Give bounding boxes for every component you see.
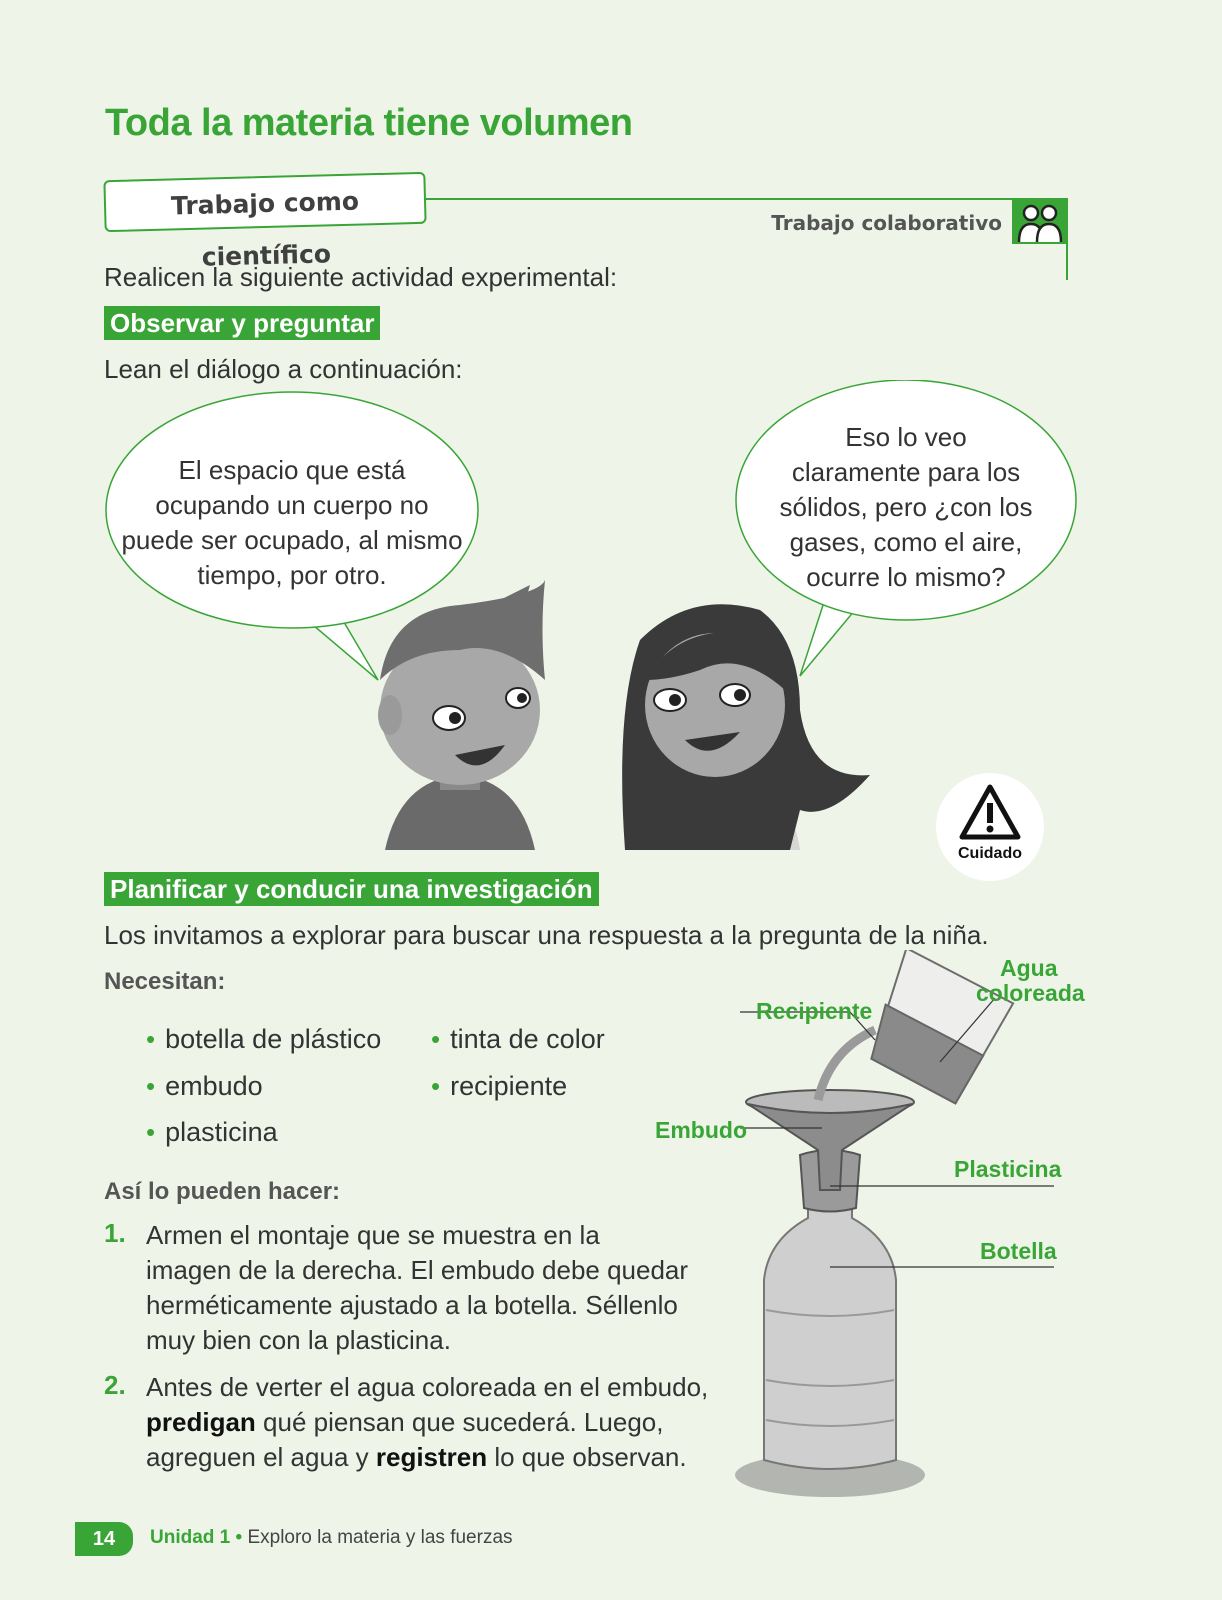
page-number: 14	[75, 1522, 133, 1556]
step-line-rest: qué piensan que sucederá. Luego,	[255, 1407, 664, 1437]
boy-dialog-line: puede ser ocupado, al mismo	[121, 525, 463, 555]
label-recipiente: Recipiente	[756, 998, 873, 1024]
girl-dialog-line: Eso lo veo	[845, 422, 967, 452]
step-line: herméticamente ajustado a la botella. Séllenlo	[146, 1290, 678, 1320]
material-item: • plasticina	[146, 1117, 278, 1148]
caution-label: Cuidado	[958, 845, 1022, 862]
step-line: Antes de verter el agua coloreada en el embudo,	[146, 1372, 709, 1402]
footer-separator: •	[230, 1527, 248, 1548]
girl-dialog-text	[752, 420, 1060, 595]
label-agua-line2: coloreada	[976, 980, 1085, 1006]
section-badge: Trabajo como científico	[103, 172, 426, 232]
girl-dialog-line: ocurre lo mismo?	[806, 562, 1006, 592]
boy-dialog-line: tiempo, por otro.	[197, 560, 387, 590]
material-item: • tinta de color	[431, 1024, 605, 1055]
girl-character	[622, 604, 870, 850]
step-1-text	[146, 1218, 706, 1358]
experiment-diagram	[640, 950, 1080, 1510]
observe-header: Observar y preguntar	[104, 306, 380, 340]
boy-dialog-text	[112, 453, 472, 593]
step-line-rest: lo que observan.	[487, 1442, 687, 1472]
intro-text: Realicen la siguiente actividad experimental:	[104, 262, 618, 292]
label-plasticina: Plasticina	[954, 1156, 1062, 1182]
girl-dialog-line: gases, como el aire,	[789, 527, 1023, 557]
label-botella: Botella	[980, 1238, 1057, 1264]
step-line-pre: agreguen el agua y	[146, 1442, 376, 1472]
section-divider	[426, 198, 1066, 200]
step-line: imagen de la derecha. El embudo debe quedar	[146, 1255, 689, 1285]
plan-header: Planificar y conducir una investigación	[104, 872, 599, 906]
keyword-predigan: predigan	[146, 1407, 256, 1437]
material-item: • recipiente	[431, 1071, 567, 1102]
footer-unit-label: Unidad 1	[150, 1527, 231, 1548]
footer-topic: Exploro la materia y las fuerzas	[247, 1527, 513, 1548]
material-item: • embudo	[146, 1071, 263, 1102]
observe-lead: Lean el diálogo a continuación:	[104, 354, 463, 384]
step-number: 1.	[104, 1218, 126, 1248]
keyword-registren: registren	[375, 1442, 488, 1472]
girl-dialog-line: sólidos, pero ¿con los	[779, 492, 1033, 522]
plan-lead: Los invitamos a explorar para buscar una respuesta a la pregunta de la niña.	[104, 920, 989, 950]
step-line: muy bien con la plasticina.	[146, 1325, 451, 1355]
boy-dialog-line: ocupando un cuerpo no	[155, 490, 429, 520]
caution-badge	[936, 773, 1044, 881]
boy-dialog-line: El espacio que está	[178, 455, 406, 485]
step-number: 2.	[104, 1370, 126, 1400]
step-line: Armen el montaje que se muestra en la	[146, 1220, 600, 1250]
materials-heading: Necesitan:	[104, 968, 226, 995]
step-line	[146, 1440, 726, 1475]
step-line	[146, 1405, 726, 1440]
collab-icon-box	[1012, 198, 1068, 244]
steps-heading: Así lo pueden hacer:	[104, 1178, 341, 1205]
label-agua-line1: Agua	[1000, 955, 1058, 981]
bottle-illustration	[764, 1205, 896, 1469]
people-icon	[1012, 198, 1068, 244]
funnel-illustration	[746, 1090, 914, 1190]
warning-icon	[958, 783, 1022, 841]
boy-character	[378, 580, 545, 850]
cup-illustration	[856, 950, 1015, 1108]
collab-label: Trabajo colaborativo	[771, 211, 1002, 235]
girl-dialog-line: claramente para los	[791, 457, 1021, 487]
page-title: Toda la materia tiene volumen	[105, 102, 633, 144]
material-item: • botella de plástico	[146, 1024, 381, 1055]
footer-unit	[150, 1527, 513, 1549]
step-2-text	[146, 1370, 726, 1475]
label-embudo: Embudo	[655, 1117, 747, 1143]
